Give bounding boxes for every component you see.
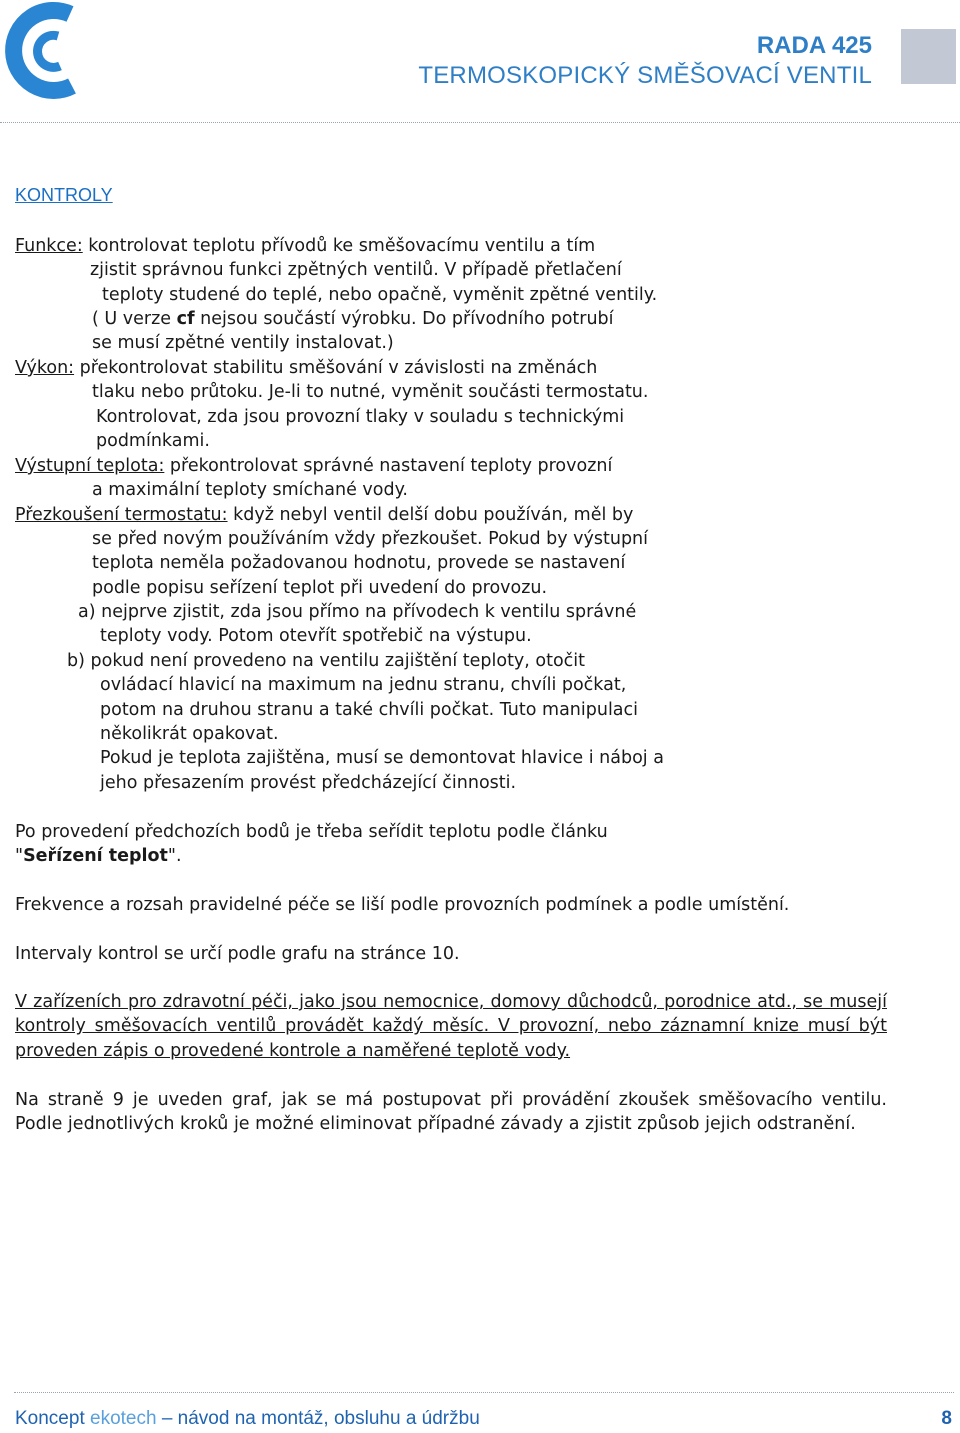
prezkouseni-item-b-3: potom na druhou stranu a také chvíli počkat. Tuto manipulaci: [100, 700, 639, 720]
header-square-decoration: [901, 29, 956, 84]
vystupni-label: Výstupní teplota:: [15, 456, 165, 476]
company-logo-icon: [0, 0, 88, 106]
series-title: RADA 425: [756, 32, 872, 59]
product-title: TERMOSKOPICKÝ SMĚŠOVACÍ VENTIL: [418, 62, 872, 89]
paragraph-2: Frekvence a rozsah pravidelné péče se liší podle provozních podmínek a podle umístění.: [15, 895, 790, 915]
footer-text: [15, 1408, 480, 1430]
prezkouseni-text: když nebyl ventil delší dobu používán, měl by: [227, 505, 634, 525]
prezkouseni-item-a-1: a) nejprve zjistit, zda jsou přímo na přívodech k ventilu správné: [78, 602, 637, 622]
quote-open: ": [15, 846, 24, 866]
footer-description: – návod na montáž, obsluhu a údržbu: [156, 1408, 480, 1429]
funkce-note-a: ( U verze: [92, 309, 177, 329]
vykon-line-1: [15, 356, 597, 380]
prezkouseni-item-b-4: několikrát opakovat.: [100, 724, 279, 744]
funkce-line-5: se musí zpětné ventily instalovat.): [92, 333, 394, 353]
prezkouseni-item-b-1: b) pokud není provedeno na ventilu zajištění teploty, otočit: [67, 651, 586, 671]
vykon-line-3: Kontrolovat, zda jsou provozní tlaky v souladu s technickými: [96, 407, 625, 427]
funkce-note-c: nejsou součástí výrobku. Do přívodního potrubí: [194, 309, 614, 329]
footer-brand: ekotech: [90, 1408, 157, 1429]
funkce-line-4: [92, 307, 614, 331]
funkce-label: Funkce:: [15, 236, 83, 256]
funkce-line-1: [15, 234, 595, 258]
vystupni-line-2: a maximální teploty smíchané vody.: [92, 480, 408, 500]
footer-divider: [14, 1392, 954, 1393]
paragraph-1-line-1: Po provedení předchozích bodů je třeba seřídit teplotu podle článku: [15, 822, 608, 842]
prezkouseni-line-1: [15, 503, 633, 527]
footer-prefix: Koncept: [15, 1408, 90, 1429]
prezkouseni-item-a-2: teploty vody. Potom otevřít spotřebič na výstupu.: [100, 626, 532, 646]
funkce-text: kontrolovat teplotu přívodů ke směšovacímu ventilu a tím: [82, 236, 596, 256]
prezkouseni-line-2: se před novým používáním vždy přezkoušet. Pokud by výstupní: [92, 529, 649, 549]
paragraph-3: Intervaly kontrol se určí podle grafu na stránce 10.: [15, 944, 460, 964]
funkce-line-3: teploty studené do teplé, nebo opačně, vyměnit zpětné ventily.: [102, 285, 658, 305]
funkce-note-bold: cf: [176, 309, 195, 329]
prezkouseni-item-b-5: Pokud je teplota zajištěna, musí se demontovat hlavice i náboj a: [100, 748, 664, 768]
section-title: KONTROLY: [15, 185, 113, 205]
vykon-line-4: podmínkami.: [96, 431, 210, 451]
prezkouseni-item-b-6: jeho přesazením provést předcházející činnosti.: [100, 773, 517, 793]
vystupni-line-1: [15, 454, 612, 478]
prezkouseni-line-4: podle popisu seřízení teplot při uvedení do provozu.: [92, 578, 548, 598]
vykon-label: Výkon:: [15, 358, 75, 378]
prezkouseni-label: Přezkoušení termostatu:: [15, 505, 228, 525]
vystupni-text: překontrolovat správné nastavení teploty provozní: [164, 456, 613, 476]
funkce-line-2: zjistit správnou funkci zpětných ventilů. V případě přetlačení: [90, 260, 622, 280]
paragraph-4-monthly-checks: V zařízeních pro zdravotní péči, jako jsou nemocnice, domovy důchodců, porodnice atd., se musejí kontroly směšovacích ventilů provádět každý měsíc. V provozní, nebo záznamní knize musí být proveden zápis o provedené kontrole a naměřené teplotě vody.: [15, 992, 887, 1061]
quote-close: ".: [167, 846, 182, 866]
vykon-text: překontrolovat stabilitu směšování v závislosti na změnách: [74, 358, 598, 378]
prezkouseni-item-b-2: ovládací hlavicí na maximum na jednu stranu, chvíli počkat,: [100, 675, 627, 695]
paragraph-1-bold-term: Seřízení teplot: [23, 846, 168, 866]
header-divider: [0, 122, 960, 123]
prezkouseni-line-3: teplota neměla požadovanou hodnotu, provede se nastavení: [92, 553, 626, 573]
document-header: [418, 31, 872, 91]
paragraph-1-line-2: [15, 844, 182, 868]
vykon-line-2: tlaku nebo průtoku. Je-li to nutné, vyměnit součásti termostatu.: [92, 382, 649, 402]
paragraph-5: Na straně 9 je uveden graf, jak se má postupovat při provádění zkoušek směšovacího ventilu. Podle jednotlivých kroků je možné eliminovat případné závady a zjistit způsob jejich odstranění.: [15, 1090, 887, 1135]
page-number: 8: [941, 1408, 952, 1429]
